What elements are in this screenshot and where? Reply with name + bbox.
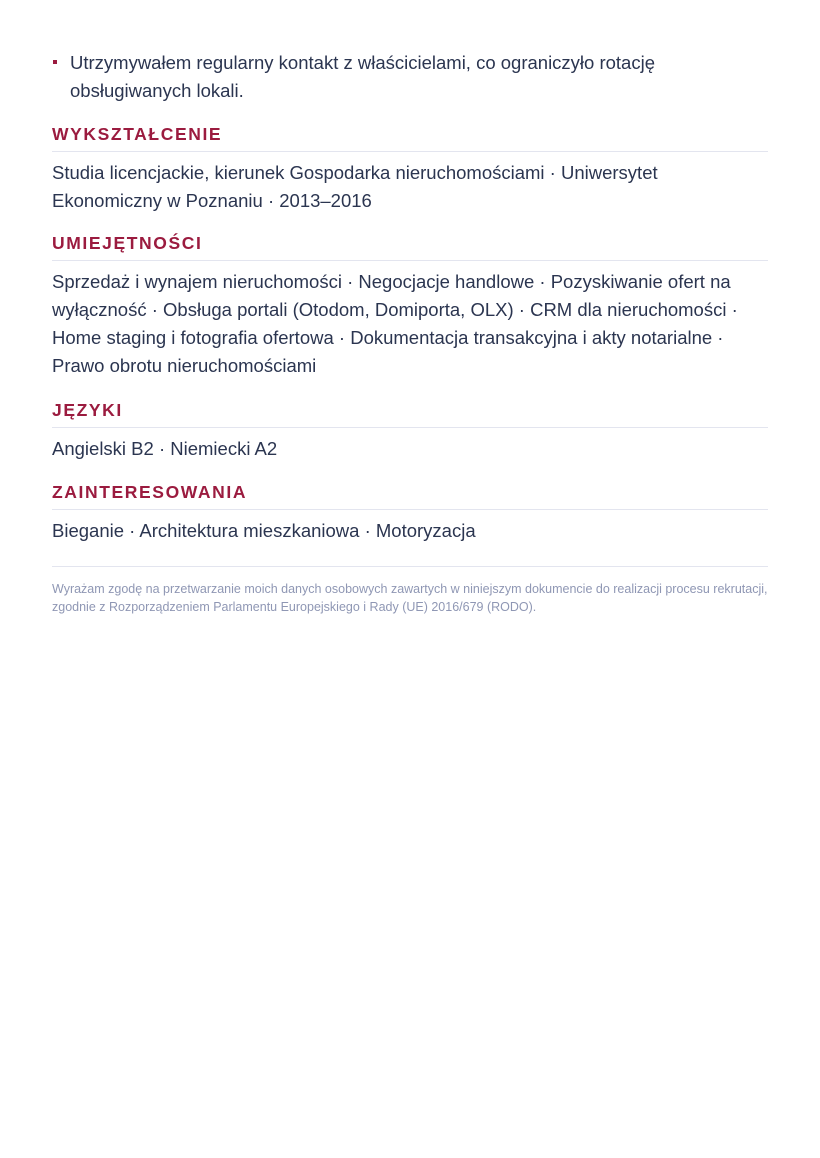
skills-heading: UMIEJĘTNOŚCI (52, 233, 203, 253)
square-bullet-icon (53, 60, 57, 64)
skills-divider (52, 260, 768, 261)
experience-bullet (52, 49, 768, 105)
footer-divider (52, 566, 768, 567)
education-heading: WYKSZTAŁCENIE (52, 124, 223, 144)
interests-heading: ZAINTERESOWANIA (52, 482, 248, 502)
interests-section (52, 481, 768, 545)
languages-section (52, 399, 768, 463)
skills-text: Sprzedaż i wynajem nieruchomości · Negocjacje handlowe · Pozyskiwanie ofert na wyłączność · Obsługa portali (Otodom, Domiporta, OLX) · CRM dla nieruchomości · Home staging i fotografia ofertowa · Dokumentacja transakcyjna i akty notarialne · Prawo obrotu nieruchomościami (52, 271, 738, 376)
experience-bullet-list (52, 49, 768, 105)
interests-text: Bieganie · Architektura mieszkaniowa · Motoryzacja (52, 520, 476, 541)
languages-heading: JĘZYKI (52, 400, 123, 420)
languages-text: Angielski B2 · Niemiecki A2 (52, 438, 278, 459)
education-divider (52, 151, 768, 152)
skills-section (52, 232, 768, 380)
gdpr-consent-clause: Wyrażam zgodę na przetwarzanie moich danych osobowych zawartych w niniejszym dokumencie do realizacji procesu rekrutacji, zgodnie z Rozporządzeniem Parlamentu Europejskiego i Rady (UE) 2016/679 (RODO). (52, 582, 768, 614)
experience-bullet-text: Utrzymywałem regularny kontakt z właścicielami, co ograniczyło rotację obsługiwanych lokali. (70, 52, 655, 101)
languages-divider (52, 427, 768, 428)
education-text: Studia licencjackie, kierunek Gospodarka nieruchomościami · Uniwersytet Ekonomiczny w Poznaniu · 2013–2016 (52, 162, 658, 211)
education-section (52, 123, 768, 215)
interests-divider (52, 509, 768, 510)
